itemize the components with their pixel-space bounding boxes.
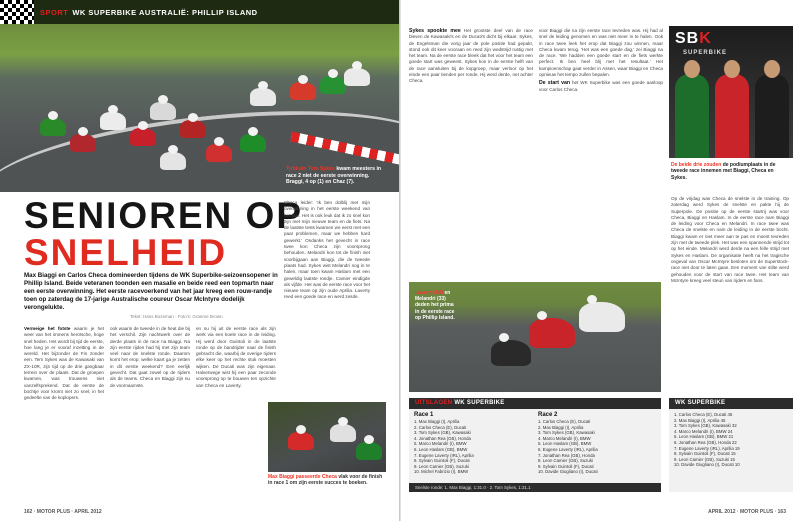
body-text: voor Biaggi die na zijn eerste race tevreden was. Hij had al snel de leiding genomen en was niet meer in te halen. Ook in race twee leek het erop dat Biaggi zou winnen, maar Checa kwam terug. 'Het was een goede dag,' zei Biaggi na de race. 'We hadden een goede start en de fiets werkte perfect. Ik ben heel blij met het resultaat.' Het kampioenschap gaat verder in Assen, waar Biaggi en Checa opnieuw het tempo zullen bepalen. [539,28,663,78]
result-row: 3. Tom Sykes (GB), Kawasaki [414,430,471,436]
podium-caption-text: de podiumplaats in de tweede race innemen met Biaggi, Checa en Sykes. [671,162,776,181]
race-1-title: Race 1 [414,412,434,418]
standing-row: 6. Jonathan Rea (GB), Honda 22 [674,439,737,445]
section-header [0,0,399,24]
standing-row: 8. Sylvain Guintoli (F), Ducati 15 [674,451,736,457]
subhead: Sykes spookte mee [409,28,461,34]
body-text: Checa leider: 'Ik ben dolblij met mijn overwinning in het eerste weekend van het jaar. Het is ook leuk dat ik zo snel kon zijn met mijn nieuwe team en de fiets. Na de laatste tests kwamen we eerst met een paar problemen, maar we hebben hard gewerkt.' Ondanks het gevecht in race twee kon Checa zijn voorsprong behouden. Melandri kon tot de finish niet voorbijgaan aan Biaggi, die de tweede plaats had. Sykes wist Melandri nog in te halen, maar toen kwam Haslam met een geweldig laatste rondje. Camier eindigde als vijfde. Het was de eerste race voor het nieuwe team op zijn oude Aprilia. Laverty reed een goede race en werd zesde. [284,200,370,300]
results-header-text: WK SUPERBIKE [454,400,505,406]
result-row: 5. Marco Melandri (I), BMW [414,441,467,447]
result-row: 4. Marco Melandri (I), BMW [538,435,591,441]
motorbike [529,318,575,348]
rider-figure [755,74,789,158]
body-text: ook waarin de tweede in de heat die bij het verschil. Zijn nachtwerk over de derde plaats in de race na Biaggi. Na zijn eerste rijden had hij met zijn team veel naar de snelste ronde. Daarom komt het erop: welke kaart ga je zetten in dit eerste weekend? Een eerlijk gevecht. Dat gaat zowel op de rijders als de teams. Checa en Biaggi zijn nu de voornaamste. [110,326,190,388]
motorbike [320,76,346,94]
body-column-7 [671,196,789,394]
result-row: 1. Max Biaggi (I), Aprilia [414,419,460,424]
motorbike [579,302,625,332]
results-footer: Snelste ronde: 1. Max Biaggi, 1:31.0 · 2. Tom Sykes, 1:31.1 [409,483,661,492]
body-column-5 [409,28,533,278]
motorbike [150,102,176,120]
sbk-logo-k: K [699,30,712,47]
standing-row: 5. Leon Haslam (GB), BMW 21 [674,434,734,440]
race-caption-text: en Melandri (33) deden het prima in de eerste race op Phillip Island. [415,290,455,321]
rider-figure [675,74,709,158]
title-line-2: SNELHEID [24,232,228,273]
motorbike [160,152,186,170]
body-text: Op de vrijdag was Checa de snelste in de training. Op zaterdag werd Sykes de snelste en pakte hij de Superpole. De positie op de eerste startrij was voor Checa, Biaggi en Haslam. In de eerste race nam Biaggi de leiding voor Checa en Melandri. In race twee was Checa de snelste en nam de leiding in de eerste bocht. Biaggi kwam er niet meer aan te pas en moest tevreden zijn met de tweede plek. Het was een spannende strijd tot op het einde. Melandri werd derde na een felle strijd met Sykes en Haslam. De organisatie heeft na het tragische ongeval van Oscar McIntyre besloten om de Superstock-race niet door te laten gaan. Een moment van stilte werd gehouden voor de start van race twee. Het team van McIntyre kreeg veel steun van rijders en fans. [671,196,789,283]
motorbike [356,442,382,460]
motorbike [180,120,206,138]
motorbike [344,68,370,86]
article-lead: Max Biaggi en Carlos Checa domineerden tijdens de WK Superbike-seizoensopener in Phillip Island. Beide veteranen toonden een masalie en beide reed een topmartn naar een eerste overwinning. Het eerste racevoerkend van het jaar kreeg een rouw-randje toen op zaterdag de 17-jarige Australische coureur Oscar McIntyre dodelijk verongelukte. [24,272,278,311]
race-2-title: Race 2 [538,412,558,418]
result-row: 10. Michel Fabrizio (I), BMW [414,469,469,475]
right-page [401,0,800,521]
hero-caption [286,166,386,186]
standing-row: 7. Eugene Laverty (IRL), Aprilia 19 [674,445,740,451]
section-label [34,8,258,17]
inset-caption-text: vlak voor de finish in race 1 om zijn eerste succes te boeken. [268,474,383,487]
race-caption-accent: Laverty (58) [415,290,444,296]
motorbike [491,340,531,366]
body-column-3 [196,326,276,502]
motorbike [288,432,314,450]
inset-caption [268,474,386,486]
podium-photo [669,26,793,158]
body-text: waarin je het weer van het immens heroïsche, hoge snel heden. Het wordt bij tijd de eerste, hoe lang je er vooraf inzetting in de wereld. Het bijzonder de Fin zonder een. Tem Sykes was de Kawasaki van ZX-10R, zijn tijd op de drie gangbaar terrein over de plaats. Dat de groepen kwamen, was trouwens niet vanzelfsprekend. Dat de eerste de bochtje voor kromt niet zo snel, in het gedeelte van de koplopers. [24,326,104,401]
article-title [24,195,303,273]
result-row: 9. Leon Camier (GB), Suzuki [414,463,469,469]
race-1-results [414,412,532,475]
results-box [409,398,661,492]
race-caption [415,290,459,321]
result-row: 6. Leon Haslam (GB), BMW [414,446,468,452]
result-row: 9. Sylvain Guintoli (F), Ducati [538,463,594,469]
result-row: 2. Max Biaggi (I), Aprilia [538,424,584,430]
section-label-prefix: SPORT [40,7,69,17]
hero-photo [0,24,399,192]
motorbike [206,144,232,162]
hero-caption-accent: Tjrbkuin Tom Sykes [286,166,335,172]
subhead: De start van [539,80,571,87]
result-row: 7. Jonathan Rea (GB), Honda [538,452,595,458]
result-row: 1. Carlos Checa (E), Ducati [538,419,591,424]
section-label-text: WK SUPERBIKE AUSTRALIË: PHILLIP ISLAND [72,7,258,17]
rider-figure [715,74,749,158]
standing-row: 3. Tom Sykes (GB), Kawasaki 32 [674,423,737,429]
motorbike [290,82,316,100]
standing-row: 1. Carlos Checa (E), Ducati 45 [674,412,733,417]
body-text: en nu hij uit de eerste race als zijn werk via een koele race in de leiding. Hij werd door Guintoli in de laatste ronde op de bandrijder naar de finish gebracht die, waarbij de overige rijders elke keer op het rechte stuk moesten wijken. De Ducati was zijn eigenaar. Halverwege wist hij een paar zeconde voorsprong op te bouwen ten opzichte van Checa en Laverty. [196,326,276,388]
result-row: 10. Davide Giugliano (I), Ducati [538,469,598,475]
body-column-2 [110,326,190,502]
motorbike [40,118,66,136]
body-column-1 [24,326,104,502]
result-row: 4. Jonathan Rea (GB), Honda [414,435,471,441]
motorbike [250,88,276,106]
result-row: 3. Tom Sykes (GB), Kawasaki [538,430,595,436]
motorbike [70,134,96,152]
race-2-results [538,412,656,475]
podium-caption [671,162,789,181]
standings-header: WK SUPERBIKE [669,398,793,409]
page-footer-right: APRIL 2012 · MOTOR PLUS · 163 [708,509,786,515]
body-column-4 [284,200,370,400]
standing-row: 9. Leon Camier (GB), Suzuki 15 [674,456,735,462]
podium-caption-accent: De beide drie zouden [671,162,722,168]
body-text: het WK Superbike was een goede aanloop voor Carlos Checa. [539,80,663,92]
sbk-logo [675,30,712,48]
result-row: 7. Eugene Laverty (IRL), Aprilia [414,452,474,458]
sbk-subtitle: SUPERBIKE [683,50,728,56]
standings-box [669,398,793,492]
result-row: 5. Leon Haslam (GB), BMW [538,441,592,447]
result-row: 8. Leon Camier (GB), Suzuki [538,458,593,464]
motorbike [100,112,126,130]
result-row: 8. Sylvain Guintoli (F), Ducati [414,458,470,464]
results-header [409,398,661,409]
sbk-logo-main: SB [675,30,700,47]
inset-photo [268,402,386,472]
hero-caption-text: kwam meesters in race 2 niet de eerste overwinning. Braggi, 4 op (1) en Chaz (7). [286,166,382,186]
title-line-1: SENIOREN OP [24,195,303,236]
checkered-flag-icon [0,0,34,24]
motorbike [240,134,266,152]
body-column-6 [539,28,663,278]
result-row: 2. Carlos Checa (E), Ducati [414,424,467,430]
article-credit: Tekst: Hans Bozeman · Foto's: Graeme Brown [130,314,223,319]
page-footer-left: 162 · MOTOR PLUS · APRIL 2012 [24,509,102,515]
standing-row: 10. Davide Giugliano (I), Ducati 10 [674,462,740,468]
standing-row: 4. Marco Melandri (I), BMW 24 [674,428,733,434]
result-row: 6. Eugene Laverty (IRL), Aprilia [538,446,598,452]
body-text: Het grootste deel van de race bleven de Kawasaki's en de Ducati's dicht bij elkaar. Sykes, de Engelsman die vorig jaar de pole positie had gepakt, stond ook dit keer vooraan en reed zijn wedstrijd rustig met het team. Na de eerste race bleek dat het voor het team een goede start was geweest. Sykes kon in de eerste helft van de race aansluiten bij de kopgroep, maar verloor op het einde een paar tienden per ronde. Hij werd derde, net achter Checa. [409,28,533,84]
motorbike [130,128,156,146]
results-header-prefix: UITSLAGEN [415,400,453,406]
inset-caption-accent: Max Biaggi passeerde Checa [268,474,337,480]
body-lead-in: Vermeige het fotste [24,326,71,331]
left-page [0,0,399,521]
standing-row: 2. Max Biaggi (I), Aprilia 45 [674,417,726,423]
motorbike [330,424,356,442]
